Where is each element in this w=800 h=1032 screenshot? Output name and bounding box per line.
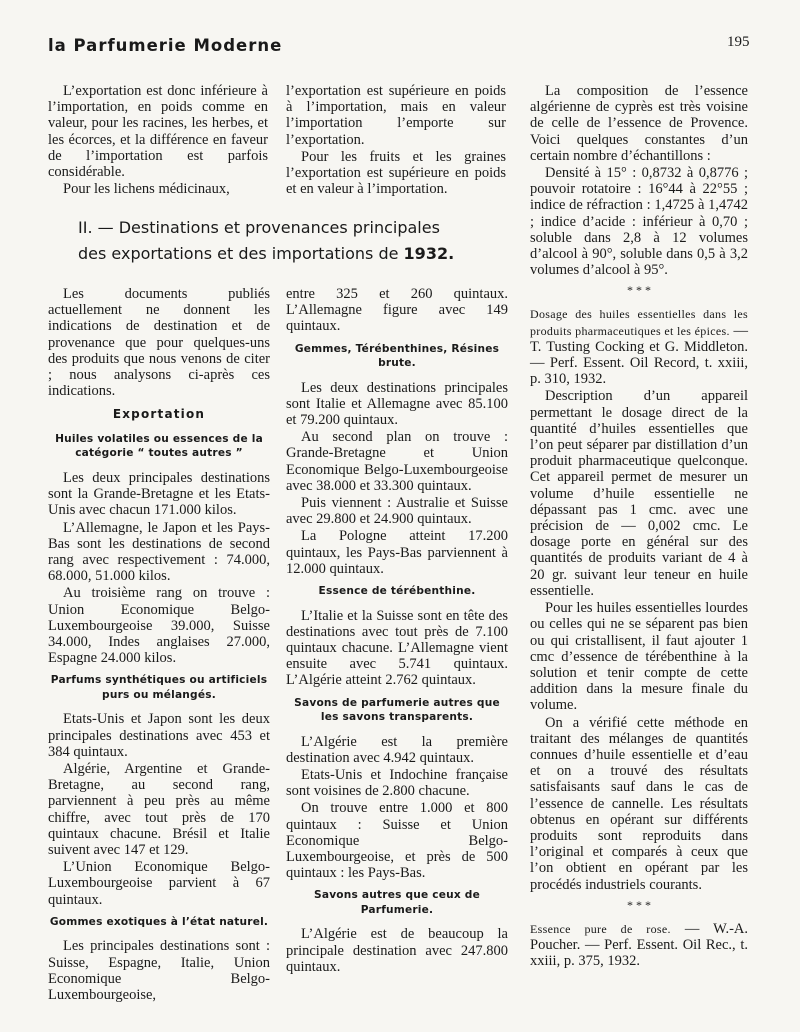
paragraph: Les deux principales destinations sont la Grande-Bretagne et les Etats-Unis avec chacun 171.000 kilos. bbox=[48, 469, 270, 519]
paragraph: L’Algérie est de beaucoup la principale destination avec 247.800 quintaux. bbox=[286, 926, 508, 975]
paragraph: Les documents publiés actuellement ne donnent les indications de destination et de provenance que pour quelques-uns des produits que nous venons de citer ; nous analysons ci-après ces indications. bbox=[48, 286, 270, 400]
section-title-line-1: II. — Destinations et provenances principales bbox=[78, 218, 440, 237]
reference-authors: — W.-A. Poucher. — Perf. Essent. Oil Rec., t. xxiii, p. 375, 1932. bbox=[530, 920, 748, 970]
reference-rose bbox=[530, 921, 748, 970]
paragraph: entre 325 et 260 quintaux. L’Allemagne figure avec 149 quintaux. bbox=[286, 286, 508, 335]
heading-gommes-exotiques: Gommes exotiques à l’état naturel. bbox=[49, 915, 269, 928]
heading-essence-terebenthine: Essence de térébenthine. bbox=[318, 585, 476, 598]
paragraph: L’exportation est donc inférieure à l’importation, en poids comme en valeur, pour les racines, les herbes, et les écorces, et la différence en faveur de l’importation est parfois considérable. bbox=[48, 83, 268, 181]
paragraph: Etats-Unis et Indochine française sont voisines de 2.800 chacune. bbox=[286, 766, 508, 800]
section-title bbox=[78, 215, 498, 267]
reference-title: Essence pure de rose. bbox=[530, 921, 671, 936]
paragraph: Au second plan on trouve : Grande-Bretagne et Union Economique Belgo-Luxembourgeoise avec 38.000 et 33.300 quintaux. bbox=[286, 429, 508, 494]
asterism-divider: * * * bbox=[627, 283, 651, 298]
reference-authors: — T. Tusting Cocking et G. Middleton. — Perf. Essent. Oil Record, t. xxiii, p. 310, 1932. bbox=[530, 322, 749, 388]
paragraph: Description d’un appareil permettant le dosage direct de la quantité d’huiles essentielles que l’on peut séparer par distillation d’un produit pharmaceutique quelconque. Cet appareil permet de mesurer un volume d’huile essentielle ne dépassant pas 1 cmc. avec une précision de — 0,002 cmc. Le dosage porte en général sur des quantités de produits variant de 4 à 20 gr. suivant leur teneur en huile essentielle. bbox=[530, 388, 748, 599]
heading-gemmes: Gemmes, Térébenthines, Résines brute. bbox=[294, 342, 500, 370]
heading-parfums: Parfums synthétiques ou artificiels purs ou mélangés. bbox=[50, 674, 268, 701]
reference-title: Dosage des huiles essentielles dans les produits pharmaceutiques et les épices. bbox=[530, 307, 748, 338]
top-column-1 bbox=[48, 83, 268, 198]
paragraph: On a vérifié cette méthode en traitant des mélanges de quantités connues d’huile essentielle et d’eau et on a trouvé des résultats satisfaisants sauf dans le cas de l’essence de cannelle. Les résultats obtenus en opérant sur différents produits sont reproduits dans l’original et comparés à ceux que l’on obtient en opérant par les procédés industriels courants. bbox=[530, 714, 748, 893]
column-1 bbox=[48, 286, 270, 1004]
paragraph: Algérie, Argentine et Grande-Bretagne, au second rang, parviennent à peu près au même chiffre, avec tout près de 170 quintaux chacune. Brésil et Italie suivent avec 147 et 129. bbox=[48, 760, 270, 858]
page-number: 195 bbox=[727, 34, 750, 50]
section-title-line-2: des exportations et des importations de 1932. bbox=[78, 244, 455, 263]
paragraph: Au troisième rang on trouve : Union Economique Belgo-Luxembourgeoise 39.000, Suisse 34.000, Indes anglaises 27.000, Espagne 24.000 kilos. bbox=[48, 585, 270, 667]
paragraph: Pour les fruits et les graines l’exportation est supérieure en poids et en valeur à l’importation. bbox=[286, 148, 506, 198]
column-3 bbox=[530, 83, 748, 970]
paragraph: La composition de l’essence algérienne de cyprès est très voisine de celle de l’essence de Provence. Voici quelques constantes d’un certain nombre d’échantillons : bbox=[530, 83, 748, 164]
exportation-heading: Exportation bbox=[112, 407, 206, 422]
heading-savons-parfumerie: Savons de parfumerie autres que les savons transparents. bbox=[294, 696, 500, 724]
heading-huiles: Huiles volatiles ou essences de la catégorie “ toutes autres ” bbox=[55, 432, 263, 460]
paragraph: Puis viennent : Australie et Suisse avec 29.800 et 24.900 quintaux. bbox=[286, 495, 508, 528]
paragraph: L’Italie et la Suisse sont en tête des destinations avec tout près de 7.100 quintaux chacune. L’Allemagne vient ensuite avec 5.741 quintaux. L’Algérie atteint 2.762 quintaux. bbox=[286, 607, 508, 689]
journal-title: la Parfumerie Moderne bbox=[48, 36, 283, 55]
paragraph: L’Union Economique Belgo-Luxembourgeoise parvient à 67 quintaux. bbox=[48, 859, 270, 908]
paragraph: L’Allemagne, le Japon et les Pays-Bas sont les destinations de second rang avec respectivement : 74.000, 68.000, 51.000 kilos. bbox=[48, 519, 270, 585]
section-year: 1932. bbox=[403, 244, 455, 263]
asterism-divider: * * * bbox=[627, 897, 651, 912]
paragraph: Les principales destinations sont : Suisse, Espagne, Italie, Union Economique Belgo-Luxembourgeoise, bbox=[48, 938, 270, 1003]
paragraph: Pour les huiles essentielles lourdes ou celles qui ne se séparent pas bien ou qui cristallisent, il faut ajouter 1 cmc d’essence de térébenthine à la solution et tenir compte de cette addition dans la mesure finale du volume. bbox=[530, 600, 748, 714]
paragraph: Les deux destinations principales sont Italie et Allemagne avec 85.100 et 79.200 quintaux. bbox=[286, 379, 508, 429]
paragraph: Densité à 15° : 0,8732 à 0,8776 ; pouvoir rotatoire : 16°44 à 22°55 ; indice de réfraction : 1,4725 à 1,4742 ; indice d’acide : inférieur à 0,70 ; soluble dans 2,8 à 12 volumes d’alcool à 90°, soluble dans 0,5 à 3,2 volumes d’alcool à 95°. bbox=[530, 165, 748, 279]
column-2 bbox=[286, 286, 508, 976]
heading-savons-autres: Savons autres que ceux de Parfumerie. bbox=[314, 889, 480, 916]
paragraph: Etats-Unis et Japon sont les deux principales destinations avec 453 et 384 quintaux. bbox=[48, 711, 270, 760]
paragraph: L’Algérie est la première destination avec 4.942 quintaux. bbox=[286, 733, 508, 766]
paragraph: On trouve entre 1.000 et 800 quintaux : Suisse et Union Economique Belgo-Luxembourgeoise, et près de 500 quintaux : les Pays-Bas. bbox=[286, 800, 508, 882]
paragraph: La Pologne atteint 17.200 quintaux, les Pays-Bas parviennent à 12.000 quintaux. bbox=[286, 528, 508, 577]
paragraph: l’exportation est supérieure en poids à l’importation, mais en valeur l’importation l’emporte sur l’exportation. bbox=[286, 83, 506, 148]
top-column-2 bbox=[286, 83, 506, 198]
paragraph: Pour les lichens médicinaux, bbox=[63, 181, 230, 198]
reference-dosage bbox=[530, 306, 748, 387]
